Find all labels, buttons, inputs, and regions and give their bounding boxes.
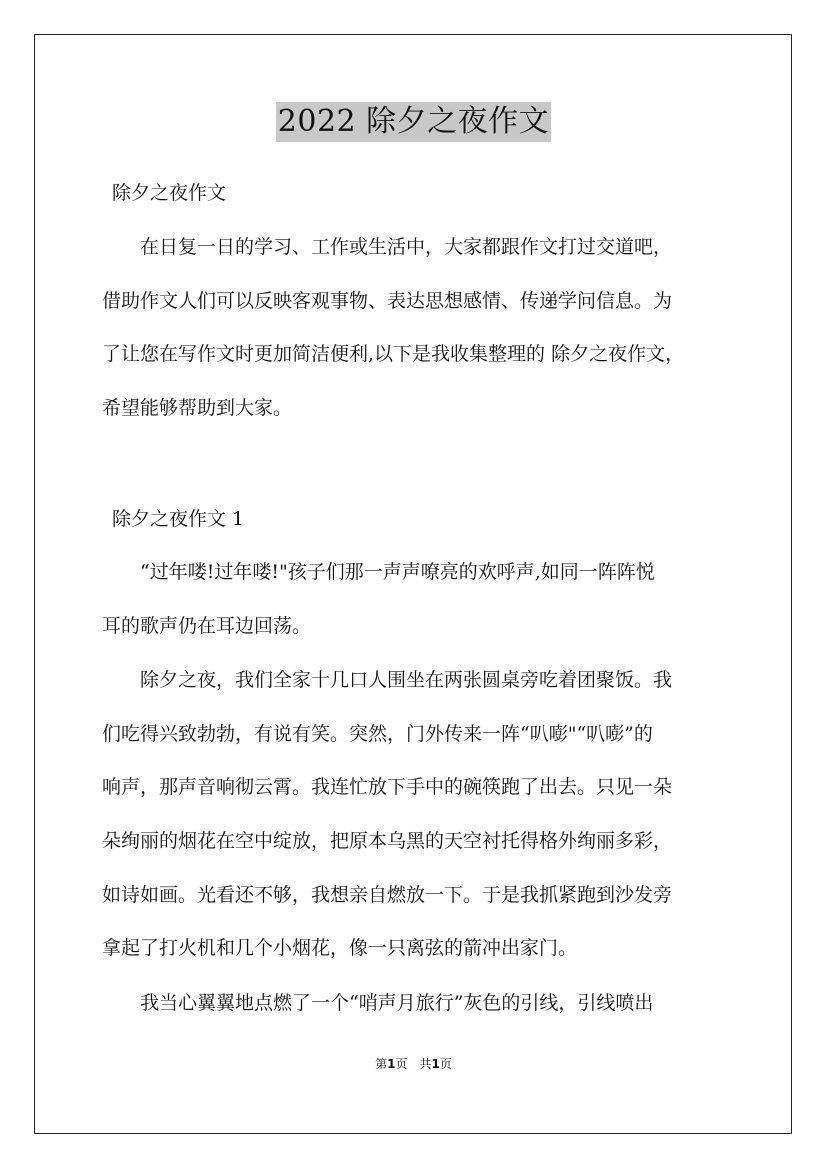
text-line: “过年喽!过年喽!"孩子们那一声声嘹亮的欢呼声,如同一阵阵悦 [102, 561, 655, 583]
text-line: 我当心翼翼地点燃了一个“哨声月旅行”灰色的引线，引线喷出 [102, 992, 654, 1014]
text-line: 耳的歌声仍在耳边回荡。 [102, 614, 312, 637]
text-line: 希望能够帮助到大家。 [102, 397, 293, 420]
page-footer [0, 1056, 827, 1072]
intro-paragraph [102, 221, 742, 436]
text-line: 借助作文人们可以反映客观事物、表达思想感情、传递学问信息。为 [102, 289, 673, 312]
page-prefix: 第 [375, 1057, 388, 1071]
page-suffix: 页 [439, 1057, 452, 1071]
text-line: 响声，那声音响彻云霄。我连忙放下手中的碗筷跑了出去。只见一朵 [102, 776, 673, 799]
section-heading-1: 除夕之夜作文 1 [112, 508, 245, 530]
paragraph-3 [102, 977, 742, 1031]
section-heading: 除夕之夜作文 [112, 182, 227, 204]
page-mid: 页 共 [395, 1057, 432, 1071]
text-line: 们吃得兴致勃勃，有说有笑。突然，门外传来一阵“叭嘭"“叭嘭”的 [102, 722, 653, 745]
text-line: 了让您在写作文时更加简洁便利,以下是我收集整理的 除夕之夜作文， [102, 343, 685, 366]
page-total: 1 [431, 1057, 440, 1071]
text-line: 除夕之夜，我们全家十几口人围坐在两张圆桌旁吃着团聚饭。我 [102, 669, 673, 691]
text-line: 如诗如画。光看还不够，我想亲自燃放一下。于是我抓紧跑到沙发旁 [102, 883, 673, 906]
document-title: 2022 除夕之夜作文 [276, 102, 551, 142]
text-line: 拿起了打火机和几个小烟花，像一只离弦的箭冲出家门。 [102, 937, 578, 960]
title-container [0, 102, 827, 142]
text-line: 在日复一日的学习、工作或生活中，大家都跟作文打过交道吧， [102, 236, 673, 258]
paragraph-1 [102, 546, 742, 653]
text-line: 朵绚丽的烟花在空中绽放，把原本乌黑的天空衬托得格外绚丽多彩， [102, 830, 673, 853]
page-current: 1 [387, 1057, 396, 1071]
paragraph-2 [102, 654, 742, 976]
